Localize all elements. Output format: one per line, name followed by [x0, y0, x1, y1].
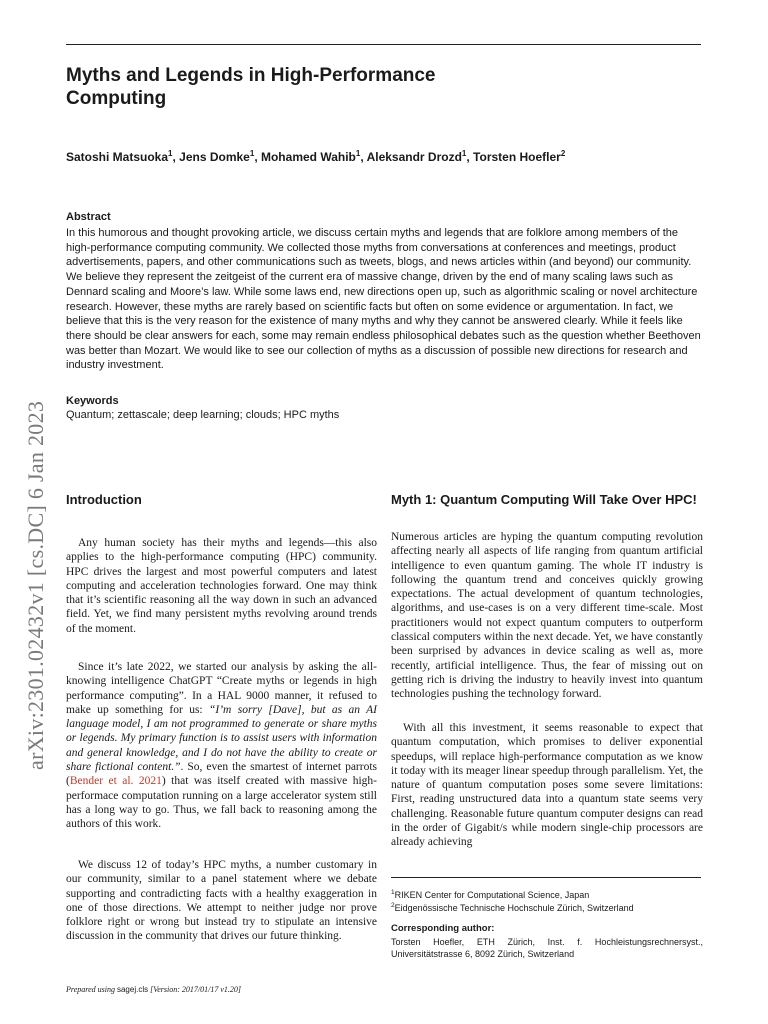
- top-rule: [66, 44, 701, 45]
- arxiv-identifier: arXiv:2301.02432v1 [cs.DC] 6 Jan 2023: [23, 400, 48, 770]
- author-affiliation: 1: [249, 149, 255, 158]
- intro-paragraph-2: [66, 660, 377, 832]
- title-line-2: Computing: [66, 88, 167, 109]
- footnote-rule: [391, 877, 701, 878]
- author-name: Jens Domke: [179, 150, 250, 164]
- footnote-2-text: Eidgenössische Technische Hochschule Zürich, Switzerland: [394, 903, 634, 913]
- class-file-name: sagej.cls: [116, 985, 149, 994]
- abstract-heading: Abstract: [66, 211, 111, 223]
- intro-p2-text-b: . So, even the smartest of internet parrots (: [66, 761, 378, 788]
- author-name: Torsten Hoefler: [473, 150, 561, 164]
- keywords-text: Quantum; zettascale; deep learning; clouds; HPC myths: [66, 409, 340, 421]
- author-name: Aleksandr Drozd: [366, 150, 462, 164]
- citation-link[interactable]: Bender et al. 2021: [69, 775, 162, 788]
- author-affiliation: 1: [168, 149, 173, 158]
- prepared-text-b: [Version: 2017/01/17 v1.20]: [148, 985, 241, 994]
- introduction-heading: Introduction: [66, 492, 142, 507]
- corresponding-author-text: Torsten Hoefler, ETH Zürich, Inst. f. Hochleistungsrechnersyst., Universitätstrasse 6, 8092 Zürich, Switzerland: [391, 937, 703, 959]
- prepared-text-a: Prepared using: [66, 985, 117, 994]
- chatgpt-quote: “I’m sorry [Dave], but as an AI language model, I am not programmed to generate or share myths or legends. My primary function is to assist users with information and general knowledge, and I do not have the ability to create or share fictional content.”: [66, 703, 378, 774]
- author-affiliation: 1: [461, 149, 467, 158]
- myth1-paragraph-1: Numerous articles are hyping the quantum computing revolution affecting nearly all aspects of life ranging from quantum artificial intelligence to even quantum gaming. The whole IT industry is following the quantum trend and conceives quickly growing expectations. The actual development of quantum technologies, algorithms, and use-cases is on a very different time-scale. Most practitioners would not expect quantum computers to outperform classical computers within the next decade. Yet, we have constantly been surprised by advances in device scaling as well as, more recently, artificial intelligence. Thus, the fear of missing out on getting rich is driving the industry to heavily invest into quantum technologies pushing the technology forward.: [391, 531, 703, 701]
- myth1-paragraph-2: With all this investment, it seems reasonable to expect that quantum computation, which promises to deliver exponential speedups, will replace high-performance computation as we know it today with its meager linear speedup through parallelism. Yet, the nature of quantum computation poses some severe limitations: First, reading unstructured data into a quantum state seems very challenging. Reasonable future quantum computer designs can read in the order of Gigabit/s while modern single-chip processors are already achieving: [391, 722, 703, 849]
- author-name: Mohamed Wahib: [260, 150, 356, 164]
- title-line-1: Myths and Legends in High-Performance: [66, 65, 436, 86]
- myth1-heading: Myth 1: Quantum Computing Will Take Over HPC!: [391, 492, 697, 507]
- footnote-2: $^2$Eidgenössische Technische Hochschule Zürich, Switzerland: [391, 902, 634, 913]
- corresponding-author-heading: Corresponding author:: [391, 923, 495, 934]
- abstract-text: In this humorous and thought provoking article, we discuss certain myths and legends that are folklore among members of the high-performance computing community. We collected those myths from conversations at conferences and meetings, product advertisements, papers, and other communications such as tweets, blogs, and news articles within (and beyond) our community. We believe they represent the zeitgeist of the current era of massive change, driven by the end of many scaling laws such as Dennard scaling and Moore’s law. While some laws end, new directions open up, such as algorithmic scaling or novel architecture research. However, these myths are rarely based on scientific facts but often on some evidence or argumentation. In fact, we believe that this is the very reason for the existence of many myths and why they cannot be answered clearly. While it feels like there should be clear answers for each, some may remain endless philosophical debates such as the question whether Beethoven was better than Mozart. We would like to see our collection of myths as a discussion of possible new directions for research and industry investment.: [66, 227, 701, 372]
- prepared-using-note: [66, 985, 241, 994]
- intro-paragraph-3: We discuss 12 of today’s HPC myths, a number customary in our community, similar to a panel statement where we debate supporting and contradicting facts with a healthy exaggeration in one of those directions. We attempt to neither judge nor prove folklore right or wrong but instead try to stipulate an intensive discussion in the community that drives our future thinking.: [66, 859, 377, 943]
- paper-title: [66, 64, 566, 110]
- footnote-1-text: RIKEN Center for Computational Science, Japan: [394, 890, 590, 900]
- intro-p2-text-a: Since it’s late 2022, we started our analysis by asking the all-knowing intelligence ChatGPT “Create myths or legends in high performance computing”. In a HAL 9000 manner, it refused to make up something for us:: [66, 661, 377, 716]
- author-affiliation: 1: [355, 149, 361, 158]
- keywords-heading: Keywords: [66, 395, 119, 407]
- author-affiliation: 2: [560, 149, 566, 158]
- author-name: Satoshi Matsuoka: [66, 150, 169, 164]
- author-list: Satoshi Matsuoka$^1$, Jens Domke$^1$, Mohamed Wahib$^1$, Aleksandr Drozd$^1$, Torsten Hoefler$^2$: [66, 149, 566, 164]
- intro-p2-text-c: ) that was itself created with massive high-performace computation running on a large accelerator system still has a long way to go. Thus, we fall back to reasoning among the authors of this work.: [66, 775, 377, 831]
- footnote-1: $^1$RIKEN Center for Computational Science, Japan: [391, 889, 590, 900]
- intro-paragraph-1: Any human society has their myths and legends—this also applies to the high-performance computing (HPC) community. HPC drives the largest and most powerful computers and latest computing and acceleration technologies forward. One may think that it’s scientific reasoning all the way down in such an advanced field. Yet, we find many persistent myths revolving around trends of the moment.: [66, 537, 377, 635]
